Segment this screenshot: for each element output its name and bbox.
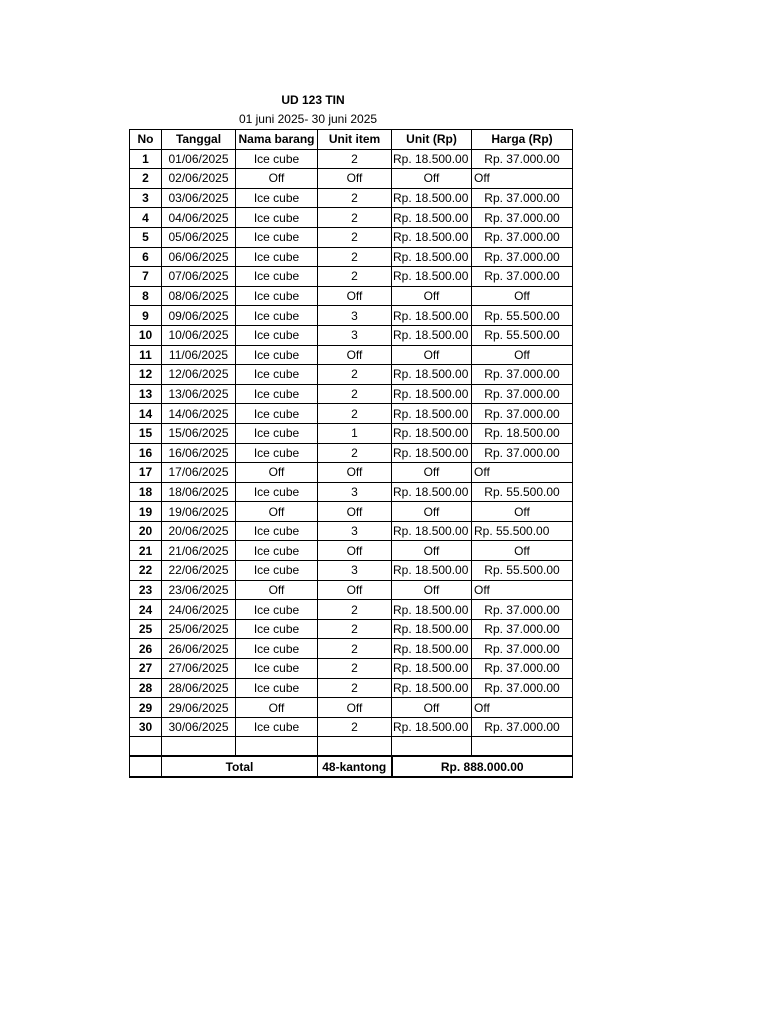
row-unit-rp: Rp. 18.500.00 bbox=[392, 443, 472, 463]
row-unit-item: 3 bbox=[318, 306, 392, 326]
row-no: 18 bbox=[130, 482, 162, 502]
row-harga-rp: Rp. 55.500.00 bbox=[472, 482, 573, 502]
row-unit-item: 3 bbox=[318, 561, 392, 581]
row-harga-rp: Rp. 37.000.00 bbox=[472, 227, 573, 247]
row-tanggal: 08/06/2025 bbox=[162, 286, 236, 306]
row-unit-item: 2 bbox=[318, 639, 392, 659]
row-nama-barang: Ice cube bbox=[236, 639, 318, 659]
row-unit-item: 2 bbox=[318, 678, 392, 698]
sales-table bbox=[129, 129, 573, 778]
row-harga-rp: Rp. 37.000.00 bbox=[472, 149, 573, 169]
row-tanggal: 14/06/2025 bbox=[162, 404, 236, 424]
row-unit-rp: Off bbox=[392, 169, 472, 189]
row-nama-barang: Ice cube bbox=[236, 267, 318, 287]
table-row bbox=[130, 443, 573, 463]
row-nama-barang: Ice cube bbox=[236, 247, 318, 267]
table-row bbox=[130, 365, 573, 385]
row-no: 8 bbox=[130, 286, 162, 306]
table-row bbox=[130, 306, 573, 326]
row-tanggal: 29/06/2025 bbox=[162, 698, 236, 718]
row-unit-rp: Off bbox=[392, 502, 472, 522]
blank-cell bbox=[162, 737, 236, 757]
row-tanggal: 07/06/2025 bbox=[162, 267, 236, 287]
row-unit-rp: Rp. 18.500.00 bbox=[392, 384, 472, 404]
row-nama-barang: Ice cube bbox=[236, 423, 318, 443]
row-unit-item: 2 bbox=[318, 365, 392, 385]
row-nama-barang: Ice cube bbox=[236, 325, 318, 345]
row-tanggal: 16/06/2025 bbox=[162, 443, 236, 463]
row-no: 1 bbox=[130, 149, 162, 169]
row-unit-rp: Off bbox=[392, 463, 472, 483]
row-no: 25 bbox=[130, 619, 162, 639]
row-harga-rp: Off bbox=[472, 345, 573, 365]
table-row bbox=[130, 286, 573, 306]
row-harga-rp: Rp. 37.000.00 bbox=[472, 267, 573, 287]
row-tanggal: 12/06/2025 bbox=[162, 365, 236, 385]
row-nama-barang: Ice cube bbox=[236, 561, 318, 581]
row-harga-rp: Rp. 55.500.00 bbox=[472, 521, 573, 541]
row-no: 4 bbox=[130, 208, 162, 228]
row-nama-barang: Ice cube bbox=[236, 384, 318, 404]
row-no: 9 bbox=[130, 306, 162, 326]
row-unit-item: 2 bbox=[318, 188, 392, 208]
row-unit-rp: Rp. 18.500.00 bbox=[392, 325, 472, 345]
row-harga-rp: Rp. 55.500.00 bbox=[472, 325, 573, 345]
row-unit-item: 2 bbox=[318, 227, 392, 247]
row-harga-rp: Rp. 37.000.00 bbox=[472, 384, 573, 404]
row-no: 21 bbox=[130, 541, 162, 561]
row-no: 16 bbox=[130, 443, 162, 463]
row-tanggal: 20/06/2025 bbox=[162, 521, 236, 541]
header-unit-rp: Unit (Rp) bbox=[392, 130, 472, 150]
row-harga-rp: Rp. 37.000.00 bbox=[472, 443, 573, 463]
table-row bbox=[130, 169, 573, 189]
table-row bbox=[130, 423, 573, 443]
row-tanggal: 06/06/2025 bbox=[162, 247, 236, 267]
row-unit-item: 2 bbox=[318, 149, 392, 169]
row-unit-item: 2 bbox=[318, 247, 392, 267]
row-nama-barang: Off bbox=[236, 169, 318, 189]
table-row bbox=[130, 404, 573, 424]
row-harga-rp: Off bbox=[472, 580, 573, 600]
row-harga-rp: Rp. 37.000.00 bbox=[472, 247, 573, 267]
row-tanggal: 04/06/2025 bbox=[162, 208, 236, 228]
row-unit-item: Off bbox=[318, 698, 392, 718]
row-no: 12 bbox=[130, 365, 162, 385]
row-harga-rp: Rp. 37.000.00 bbox=[472, 717, 573, 737]
row-unit-rp: Rp. 18.500.00 bbox=[392, 227, 472, 247]
table-row bbox=[130, 619, 573, 639]
row-unit-rp: Rp. 18.500.00 bbox=[392, 521, 472, 541]
row-unit-item: 2 bbox=[318, 208, 392, 228]
header-tanggal: Tanggal bbox=[162, 130, 236, 150]
row-tanggal: 23/06/2025 bbox=[162, 580, 236, 600]
row-tanggal: 27/06/2025 bbox=[162, 659, 236, 679]
row-harga-rp: Off bbox=[472, 502, 573, 522]
row-nama-barang: Ice cube bbox=[236, 443, 318, 463]
row-unit-rp: Rp. 18.500.00 bbox=[392, 482, 472, 502]
row-nama-barang: Ice cube bbox=[236, 678, 318, 698]
table-row bbox=[130, 600, 573, 620]
table-row bbox=[130, 521, 573, 541]
row-tanggal: 26/06/2025 bbox=[162, 639, 236, 659]
row-unit-rp: Rp. 18.500.00 bbox=[392, 365, 472, 385]
row-tanggal: 05/06/2025 bbox=[162, 227, 236, 247]
row-unit-item: Off bbox=[318, 345, 392, 365]
row-no: 6 bbox=[130, 247, 162, 267]
row-nama-barang: Ice cube bbox=[236, 619, 318, 639]
row-no: 26 bbox=[130, 639, 162, 659]
row-no: 28 bbox=[130, 678, 162, 698]
row-unit-rp: Rp. 18.500.00 bbox=[392, 404, 472, 424]
table-row bbox=[130, 502, 573, 522]
row-unit-rp: Off bbox=[392, 541, 472, 561]
date-range: 01 juni 2025- 30 juni 2025 bbox=[238, 112, 378, 126]
row-no: 19 bbox=[130, 502, 162, 522]
document-title: UD 123 TIN bbox=[281, 93, 345, 107]
table-footer bbox=[130, 737, 573, 777]
row-unit-rp: Rp. 18.500.00 bbox=[392, 678, 472, 698]
row-no: 22 bbox=[130, 561, 162, 581]
row-unit-item: 2 bbox=[318, 443, 392, 463]
row-no: 15 bbox=[130, 423, 162, 443]
row-no: 30 bbox=[130, 717, 162, 737]
row-tanggal: 30/06/2025 bbox=[162, 717, 236, 737]
row-harga-rp: Rp. 37.000.00 bbox=[472, 639, 573, 659]
row-unit-rp: Off bbox=[392, 286, 472, 306]
row-unit-item: Off bbox=[318, 502, 392, 522]
row-tanggal: 03/06/2025 bbox=[162, 188, 236, 208]
total-amount: Rp. 888.000.00 bbox=[392, 756, 573, 777]
row-unit-item: 1 bbox=[318, 423, 392, 443]
row-tanggal: 19/06/2025 bbox=[162, 502, 236, 522]
row-nama-barang: Ice cube bbox=[236, 521, 318, 541]
table-row bbox=[130, 698, 573, 718]
row-unit-rp: Off bbox=[392, 345, 472, 365]
row-no: 13 bbox=[130, 384, 162, 404]
row-unit-item: 2 bbox=[318, 659, 392, 679]
row-nama-barang: Ice cube bbox=[236, 365, 318, 385]
table-row bbox=[130, 345, 573, 365]
header-nama-barang: Nama barang bbox=[236, 130, 318, 150]
row-unit-item: 2 bbox=[318, 384, 392, 404]
row-tanggal: 10/06/2025 bbox=[162, 325, 236, 345]
row-tanggal: 02/06/2025 bbox=[162, 169, 236, 189]
row-harga-rp: Off bbox=[472, 541, 573, 561]
row-no: 10 bbox=[130, 325, 162, 345]
row-unit-item: 3 bbox=[318, 325, 392, 345]
row-nama-barang: Off bbox=[236, 502, 318, 522]
row-unit-item: 3 bbox=[318, 521, 392, 541]
table-row bbox=[130, 678, 573, 698]
total-row bbox=[130, 756, 573, 777]
header-unit-item: Unit item bbox=[318, 130, 392, 150]
row-harga-rp: Rp. 37.000.00 bbox=[472, 678, 573, 698]
row-unit-item: Off bbox=[318, 463, 392, 483]
row-no: 23 bbox=[130, 580, 162, 600]
row-nama-barang: Ice cube bbox=[236, 345, 318, 365]
row-unit-rp: Off bbox=[392, 580, 472, 600]
row-no: 11 bbox=[130, 345, 162, 365]
header-row bbox=[130, 130, 573, 150]
row-no: 17 bbox=[130, 463, 162, 483]
row-unit-item: 3 bbox=[318, 482, 392, 502]
row-unit-item: Off bbox=[318, 580, 392, 600]
blank-row bbox=[130, 737, 573, 757]
row-nama-barang: Ice cube bbox=[236, 188, 318, 208]
row-unit-rp: Rp. 18.500.00 bbox=[392, 149, 472, 169]
row-no: 29 bbox=[130, 698, 162, 718]
row-tanggal: 21/06/2025 bbox=[162, 541, 236, 561]
row-tanggal: 13/06/2025 bbox=[162, 384, 236, 404]
row-tanggal: 11/06/2025 bbox=[162, 345, 236, 365]
row-unit-rp: Rp. 18.500.00 bbox=[392, 267, 472, 287]
row-nama-barang: Ice cube bbox=[236, 286, 318, 306]
row-harga-rp: Rp. 37.000.00 bbox=[472, 404, 573, 424]
row-tanggal: 22/06/2025 bbox=[162, 561, 236, 581]
row-harga-rp: Rp. 37.000.00 bbox=[472, 188, 573, 208]
row-harga-rp: Rp. 37.000.00 bbox=[472, 659, 573, 679]
row-nama-barang: Ice cube bbox=[236, 541, 318, 561]
blank-cell bbox=[392, 737, 472, 757]
total-label: Total bbox=[162, 756, 318, 777]
row-nama-barang: Ice cube bbox=[236, 149, 318, 169]
row-harga-rp: Off bbox=[472, 463, 573, 483]
row-unit-rp: Rp. 18.500.00 bbox=[392, 619, 472, 639]
row-nama-barang: Ice cube bbox=[236, 600, 318, 620]
table-row bbox=[130, 717, 573, 737]
row-no: 24 bbox=[130, 600, 162, 620]
row-unit-rp: Rp. 18.500.00 bbox=[392, 306, 472, 326]
row-unit-item: Off bbox=[318, 541, 392, 561]
row-unit-item: 2 bbox=[318, 404, 392, 424]
row-tanggal: 24/06/2025 bbox=[162, 600, 236, 620]
table-row bbox=[130, 208, 573, 228]
row-harga-rp: Off bbox=[472, 169, 573, 189]
table-row bbox=[130, 227, 573, 247]
row-unit-item: Off bbox=[318, 286, 392, 306]
table-row bbox=[130, 541, 573, 561]
row-nama-barang: Ice cube bbox=[236, 208, 318, 228]
row-harga-rp: Rp. 37.000.00 bbox=[472, 619, 573, 639]
table-row bbox=[130, 267, 573, 287]
row-nama-barang: Off bbox=[236, 580, 318, 600]
row-unit-item: Off bbox=[318, 169, 392, 189]
row-unit-rp: Rp. 18.500.00 bbox=[392, 188, 472, 208]
row-unit-item: 2 bbox=[318, 619, 392, 639]
row-tanggal: 25/06/2025 bbox=[162, 619, 236, 639]
row-tanggal: 17/06/2025 bbox=[162, 463, 236, 483]
row-no: 3 bbox=[130, 188, 162, 208]
row-no: 2 bbox=[130, 169, 162, 189]
row-nama-barang: Ice cube bbox=[236, 717, 318, 737]
row-unit-rp: Rp. 18.500.00 bbox=[392, 717, 472, 737]
blank-cell bbox=[318, 737, 392, 757]
row-unit-rp: Rp. 18.500.00 bbox=[392, 659, 472, 679]
row-harga-rp: Rp. 55.500.00 bbox=[472, 561, 573, 581]
row-tanggal: 28/06/2025 bbox=[162, 678, 236, 698]
row-tanggal: 18/06/2025 bbox=[162, 482, 236, 502]
row-no: 27 bbox=[130, 659, 162, 679]
row-unit-rp: Rp. 18.500.00 bbox=[392, 208, 472, 228]
row-no: 20 bbox=[130, 521, 162, 541]
blank-cell bbox=[236, 737, 318, 757]
row-nama-barang: Ice cube bbox=[236, 482, 318, 502]
table-row bbox=[130, 384, 573, 404]
row-no: 14 bbox=[130, 404, 162, 424]
table-row bbox=[130, 561, 573, 581]
row-nama-barang: Ice cube bbox=[236, 404, 318, 424]
row-unit-rp: Rp. 18.500.00 bbox=[392, 600, 472, 620]
row-tanggal: 01/06/2025 bbox=[162, 149, 236, 169]
row-unit-rp: Rp. 18.500.00 bbox=[392, 247, 472, 267]
row-tanggal: 15/06/2025 bbox=[162, 423, 236, 443]
row-harga-rp: Rp. 37.000.00 bbox=[472, 600, 573, 620]
blank-cell bbox=[130, 737, 162, 757]
row-harga-rp: Off bbox=[472, 286, 573, 306]
row-no: 7 bbox=[130, 267, 162, 287]
table-row bbox=[130, 247, 573, 267]
row-harga-rp: Rp. 37.000.00 bbox=[472, 208, 573, 228]
table-row bbox=[130, 188, 573, 208]
header-harga-rp: Harga (Rp) bbox=[472, 130, 573, 150]
header-no: No bbox=[130, 130, 162, 150]
row-unit-item: 2 bbox=[318, 600, 392, 620]
row-unit-rp: Rp. 18.500.00 bbox=[392, 561, 472, 581]
table-body bbox=[130, 149, 573, 737]
row-harga-rp: Off bbox=[472, 698, 573, 718]
row-nama-barang: Ice cube bbox=[236, 659, 318, 679]
row-unit-rp: Off bbox=[392, 698, 472, 718]
table-row bbox=[130, 580, 573, 600]
table-row bbox=[130, 325, 573, 345]
total-units: 48-kantong bbox=[318, 756, 392, 777]
table-row bbox=[130, 659, 573, 679]
table-row bbox=[130, 639, 573, 659]
row-tanggal: 09/06/2025 bbox=[162, 306, 236, 326]
total-blank-cell bbox=[130, 756, 162, 777]
row-nama-barang: Off bbox=[236, 463, 318, 483]
row-no: 5 bbox=[130, 227, 162, 247]
row-harga-rp: Rp. 37.000.00 bbox=[472, 365, 573, 385]
row-harga-rp: Rp. 18.500.00 bbox=[472, 423, 573, 443]
table-row bbox=[130, 149, 573, 169]
row-unit-rp: Rp. 18.500.00 bbox=[392, 639, 472, 659]
blank-cell bbox=[472, 737, 573, 757]
row-unit-rp: Rp. 18.500.00 bbox=[392, 423, 472, 443]
row-unit-item: 2 bbox=[318, 717, 392, 737]
row-nama-barang: Ice cube bbox=[236, 306, 318, 326]
table-row bbox=[130, 482, 573, 502]
table-row bbox=[130, 463, 573, 483]
row-nama-barang: Ice cube bbox=[236, 227, 318, 247]
row-nama-barang: Off bbox=[236, 698, 318, 718]
row-unit-item: 2 bbox=[318, 267, 392, 287]
row-harga-rp: Rp. 55.500.00 bbox=[472, 306, 573, 326]
